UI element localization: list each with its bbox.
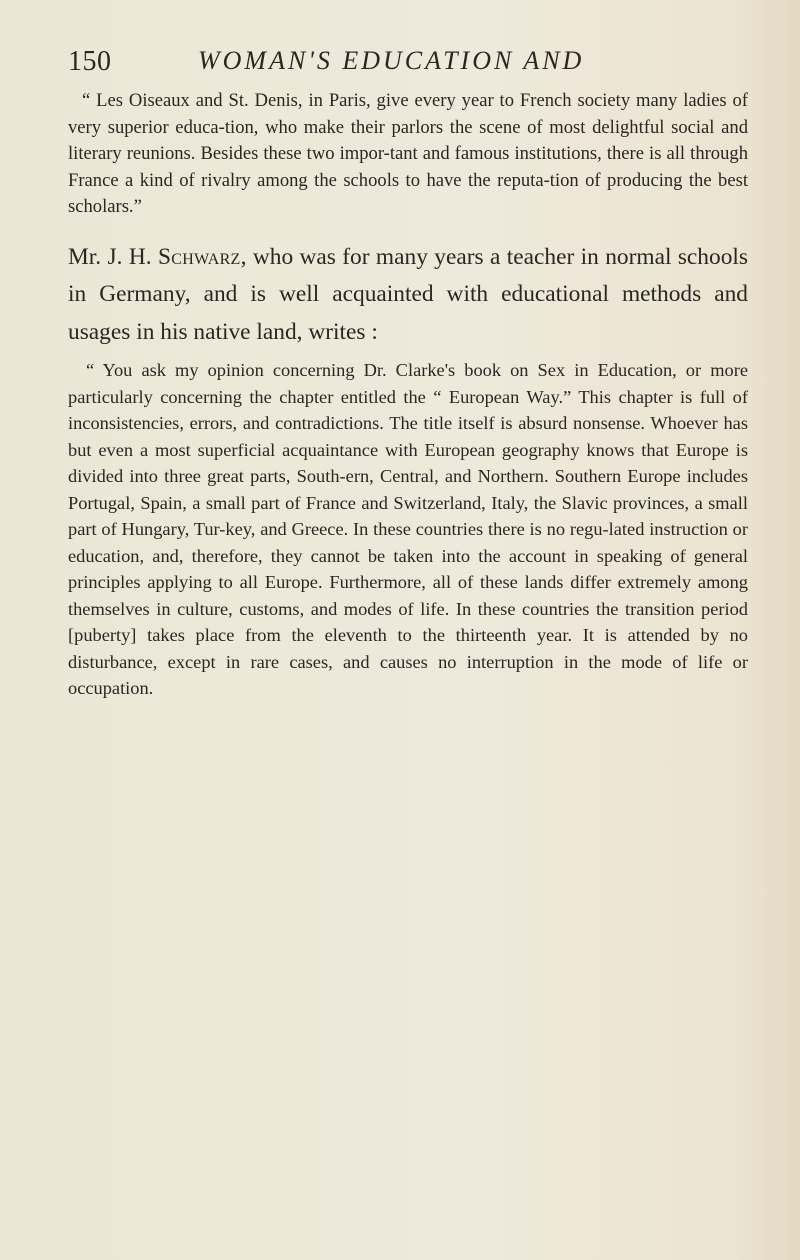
quote-paragraph-continued: “ Les Oiseaux and St. Denis, in Paris, give every year to French society many ladies of very superior educa-tion, who make their parlors the scene of most delightful social and literary reunions. Besides these two impor-tant and famous institutions, there is all through France a kind of rivalry among the schools to have the reputa-tion of producing the best scholars.” bbox=[68, 90, 748, 218]
author-name: Schwarz bbox=[157, 243, 241, 270]
page-number: 150 bbox=[68, 46, 112, 77]
page-header bbox=[68, 46, 748, 86]
narrative-paragraph bbox=[68, 239, 748, 352]
page-body bbox=[68, 88, 748, 702]
narrative-text: , who was for many years a teacher in normal schools in Germany, and is well acquainted with educational methods and usages in his native land, writes : bbox=[68, 243, 748, 345]
running-head: WOMAN'S EDUCATION AND bbox=[198, 46, 585, 75]
schwarz-letter-quote: “ You ask my opinion concerning Dr. Clarke's book on Sex in Education, or more particularly concerning the chapter entitled the “ European Way.” This chapter is full of inconsistencies, errors, and contradictions. The title itself is absurd nonsense. Whoever has but even a most superficial acquaintance with European geography knows that Europe is divided into three great parts, South-ern, Central, and Northern. Southern Europe includes Portugal, Spain, a small part of France and Switzerland, Italy, the Slavic provinces, a small part of Hungary, Tur-key, and Greece. In these countries there is no regu-lated instruction or education, and, therefore, they cannot be taken into the account in speaking of general principles applying to all Europe. Furthermore, all of these lands differ extremely among themselves in culture, customs, and modes of life. In these countries the transition period [puberty] takes place from the eleventh to the thirteenth year. It is attended by no disturbance, except in rare cases, and causes no interruption in the mode of life or occupation. bbox=[68, 360, 748, 699]
author-title: Mr. J. H. bbox=[68, 243, 158, 270]
